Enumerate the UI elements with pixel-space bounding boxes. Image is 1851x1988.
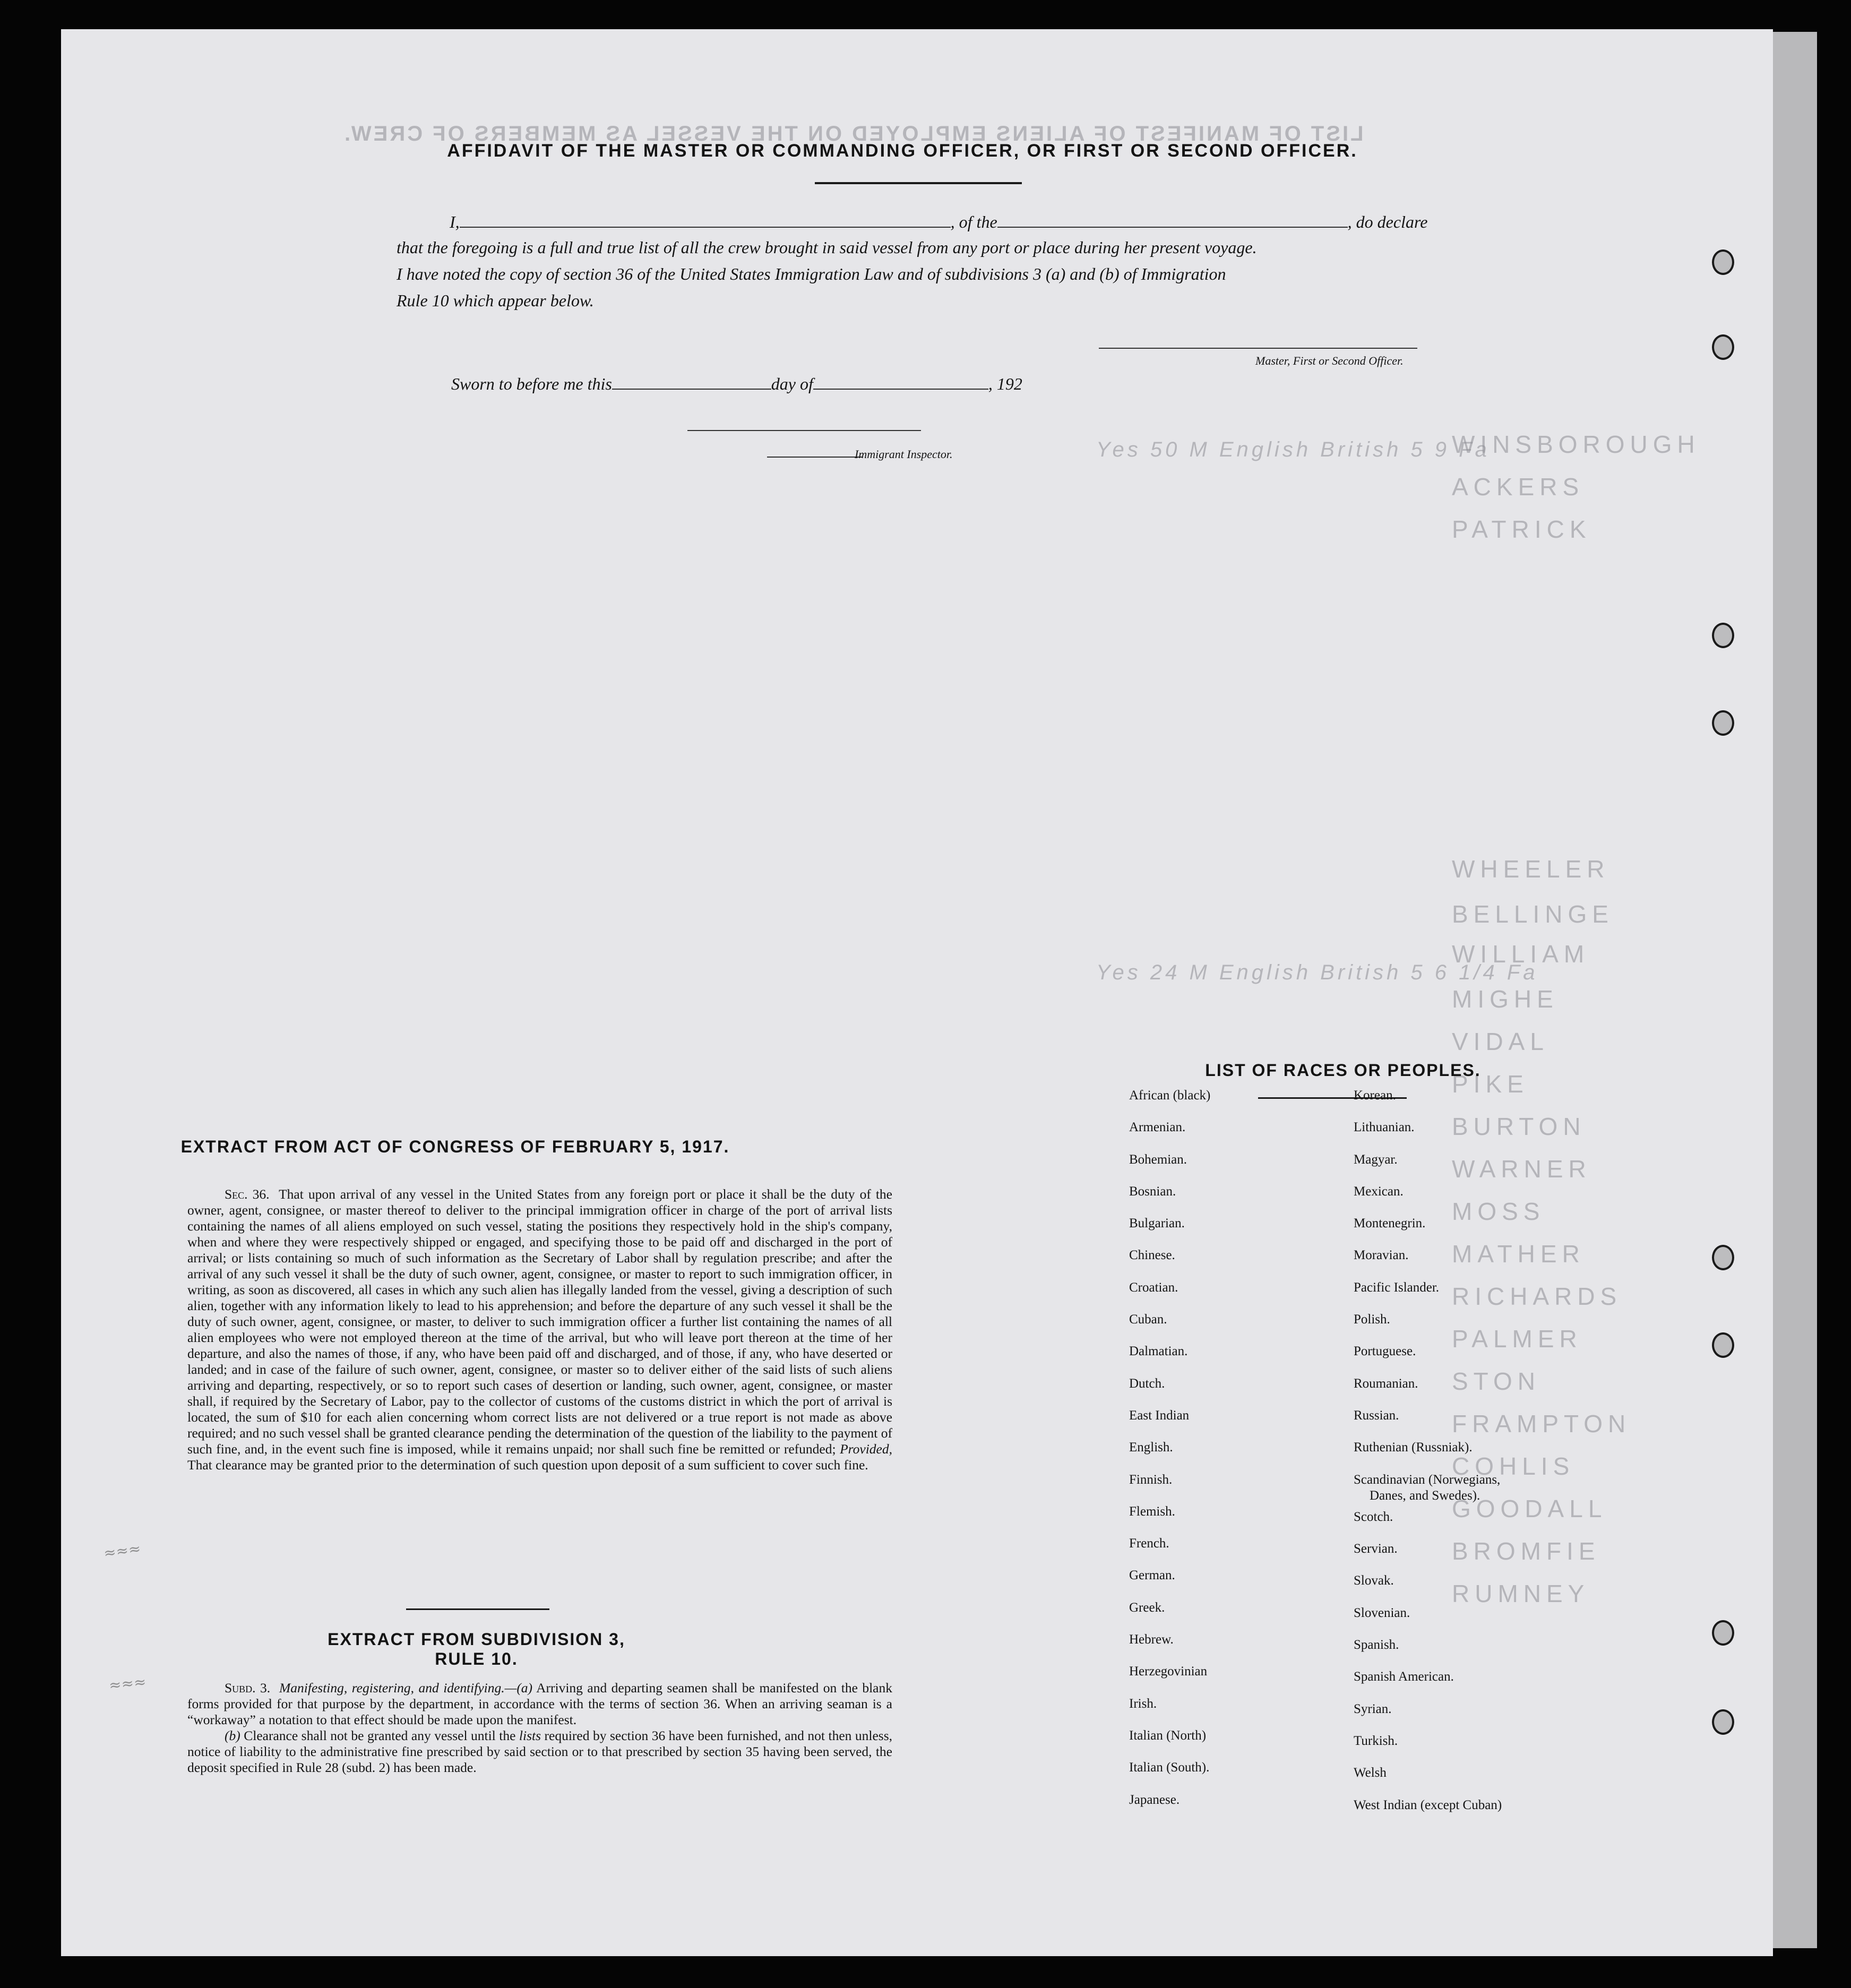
affidavit-title-rule xyxy=(815,182,1022,184)
race-left-item-3: Bosnian. xyxy=(1129,1184,1176,1199)
sworn-line xyxy=(451,374,1022,394)
bleed-name-6: MIGHE xyxy=(1452,985,1559,1013)
proviso-label: Provided, xyxy=(840,1441,892,1457)
bleed-name-7: VIDAL xyxy=(1452,1028,1549,1055)
race-left-item-19: Irish. xyxy=(1129,1696,1157,1711)
binder-hole-8 xyxy=(1712,1709,1734,1735)
race-left-item-9: Dutch. xyxy=(1129,1376,1165,1391)
bleed-name-3: WHEELER xyxy=(1452,855,1610,883)
race-left-item-22: Japanese. xyxy=(1129,1792,1180,1807)
bleed-name-0: WINSBOROUGH xyxy=(1452,431,1700,458)
subd-a-text: Arriving and departing seamen shall be manifested on the blank forms provided for that purpose by the department, in accordance with the terms of section 36. When an arriving seaman is a “workaway” a notation to that effect should be made upon the manifest. xyxy=(187,1680,892,1727)
race-left-item-8: Dalmatian. xyxy=(1129,1344,1188,1359)
race-left-item-16: Greek. xyxy=(1129,1600,1165,1615)
race-right-item-9: Roumanian. xyxy=(1354,1376,1418,1391)
name-blank[interactable] xyxy=(460,227,951,228)
binder-hole-4 xyxy=(1712,710,1734,736)
inspector-caption: Immigrant Inspector. xyxy=(855,447,953,461)
race-right-item-4: Montenegrin. xyxy=(1354,1216,1426,1231)
affidavit-line-4: Rule 10 which appear below. xyxy=(397,291,594,310)
bleed-name-5: WILLIAM xyxy=(1452,940,1590,968)
affidavit-i: I, xyxy=(450,212,460,231)
races-right-column xyxy=(1354,1088,1502,1830)
binder-hole-3 xyxy=(1712,623,1734,648)
bleed-name-20: RUMNEY xyxy=(1452,1580,1590,1607)
race-right-item-7: Polish. xyxy=(1354,1312,1390,1327)
race-left-item-11: English. xyxy=(1129,1440,1173,1455)
bleed-name-12: MATHER xyxy=(1452,1240,1585,1268)
binder-hole-2 xyxy=(1712,334,1734,360)
extract-rule-title: EXTRACT FROM SUBDIVISION 3, RULE 10. xyxy=(328,1630,625,1668)
race-left-item-18: Herzegovinian xyxy=(1129,1664,1208,1679)
proviso-text: That clearance may be granted prior to the determination of such question upon deposit of a sum sufficient to cover such fine. xyxy=(187,1457,868,1473)
subd-b-label: (b) xyxy=(225,1728,240,1743)
race-left-item-15: German. xyxy=(1129,1568,1175,1583)
race-right-item-20: Syrian. xyxy=(1354,1701,1392,1716)
sworn-day-blank[interactable] xyxy=(612,389,771,390)
master-signature-caption: Master, First or Second Officer. xyxy=(1255,354,1404,367)
binder-hole-5 xyxy=(1712,1245,1734,1270)
race-left-item-21: Italian (South). xyxy=(1129,1760,1210,1775)
races-title: LIST OF RACES OR PEOPLES. xyxy=(1205,1061,1481,1080)
race-right-item-17: Slovenian. xyxy=(1354,1605,1410,1620)
subd-b-lists: lists xyxy=(519,1728,541,1743)
race-left-item-0: African (black) xyxy=(1129,1088,1211,1103)
binder-hole-6 xyxy=(1712,1332,1734,1358)
subd-b-text-1: Clearance shall not be granted any vessel until the xyxy=(244,1728,516,1743)
race-right-item-12: Scandinavian (Norwegians, xyxy=(1354,1472,1501,1487)
race-left-item-4: Bulgarian. xyxy=(1129,1216,1185,1231)
race-right-item-10: Russian. xyxy=(1354,1408,1399,1423)
race-right-item-21: Turkish. xyxy=(1354,1733,1398,1748)
bleed-name-17: COHLIS xyxy=(1452,1452,1575,1480)
race-left-item-13: Flemish. xyxy=(1129,1504,1175,1519)
bleed-name-8: PIKE xyxy=(1452,1070,1529,1098)
binder-hole-1 xyxy=(1712,249,1734,275)
inspector-short-line xyxy=(767,457,863,458)
margin-handwriting-2: ≈≈≈ xyxy=(108,1673,147,1694)
race-right-item-8: Portuguese. xyxy=(1354,1344,1416,1359)
bleed-name-13: RICHARDS xyxy=(1452,1283,1622,1310)
race-right-item-3: Mexican. xyxy=(1354,1184,1404,1199)
race-right-item-1: Lithuanian. xyxy=(1354,1120,1415,1135)
subd-a-label: —(a) xyxy=(504,1680,533,1696)
race-left-item-10: East Indian xyxy=(1129,1408,1190,1423)
bleed-name-10: WARNER xyxy=(1452,1155,1591,1183)
race-right-item-6: Pacific Islander. xyxy=(1354,1280,1440,1295)
bleed-name-2: PATRICK xyxy=(1452,515,1591,543)
subd-title: Manifesting, registering, and identifying. xyxy=(279,1680,505,1696)
race-right-item-15: Servian. xyxy=(1354,1542,1398,1556)
race-left-item-1: Armenian. xyxy=(1129,1120,1186,1135)
day-of-label: day of xyxy=(771,374,813,393)
race-left-item-17: Hebrew. xyxy=(1129,1632,1174,1647)
extract-divider xyxy=(406,1608,549,1610)
race-right-item-13: Danes, and Swedes). xyxy=(1370,1488,1480,1503)
race-right-item-11: Ruthenian (Russniak). xyxy=(1354,1440,1473,1455)
bleed-through-header: LIST OF MANIFEST OF ALIENS EMPLOYED ON THE VESSEL AS MEMBERS OF CREW. xyxy=(342,122,1364,145)
race-right-item-19: Spanish American. xyxy=(1354,1669,1454,1684)
affidavit-line-2: that the foregoing is a full and true list of all the crew brought in said vessel from any port or place during her present voyage. xyxy=(397,238,1257,257)
race-left-item-14: French. xyxy=(1129,1536,1169,1551)
master-signature-line[interactable] xyxy=(1099,348,1417,349)
section-label: Sec. 36. xyxy=(225,1186,270,1202)
vessel-blank[interactable] xyxy=(997,227,1348,228)
bleed-through-line-2: Yes 24 M English British 5 6 1/4 Fa xyxy=(1096,961,1538,984)
margin-handwriting-1: ≈≈≈ xyxy=(102,1539,142,1562)
sworn-month-blank[interactable] xyxy=(813,389,988,390)
race-left-item-20: Italian (North) xyxy=(1129,1728,1207,1743)
binder-hole-7 xyxy=(1712,1620,1734,1646)
subd-label: Subd. 3. xyxy=(225,1680,271,1696)
race-right-item-18: Spanish. xyxy=(1354,1638,1399,1653)
year-label: , 192 xyxy=(988,374,1022,393)
bleed-name-16: FRAMPTON xyxy=(1452,1410,1631,1438)
bleed-name-4: BELLINGE xyxy=(1452,900,1614,928)
subd-b-paragraph xyxy=(187,1728,892,1776)
races-left-column xyxy=(1129,1088,1210,1825)
affidavit-of-the: , of the xyxy=(950,212,997,231)
race-right-item-23: West Indian (except Cuban) xyxy=(1354,1797,1502,1812)
document-page xyxy=(61,29,1773,1956)
bleed-through-line-1: Yes 50 M English British 5 9 Fa xyxy=(1096,438,1490,461)
section-36-text: That upon arrival of any vessel in the United States from any foreign port or place it shall be the duty of the owner, agent, consignee, or master thereof to deliver to the principal immigration officer in charge of the port of arrival lists containing the names of all aliens employed on such vessel, stating the positions they respectively hold in the ship's company, when and where they were respectively shipped or engaged, and specifying those to be paid off and discharged in the port of arrival; or lists containing so much of such information as the Secretary of Labor shall by regulation prescribe; and after the arrival of any such vessel it shall be the duty of such owner, agent, consignee, or master to report to such immigration officer, in writing, as soon as discovered, all cases in which any such alien has illegally landed from the vessel, giving a description of such alien, together with any information likely to lead to his apprehension; and before the departure of any such vessel it shall be the duty of such owner, agent, consignee, or master, to deliver to such immigration officer a further list containing the names of all alien employees who were not employed thereon at the time of the arrival, but who will leave port thereon at the time of her departure, and also the names of those, if any, who have been paid off and discharged, and of those, if any, who have deserted or landed; and in case of the failure of such owner, agent, consignee, or master so to deliver either of the said lists of such aliens arriving and departing, respectively, or so to report such cases of desertion or landing, such owner, agent, consignee, or master shall, if required by the Secretary of Labor, pay to the collector of customs of the customs district in which the port of arrival is located, the sum of $10 for each alien concerning whom correct lists are not delivered or a true report is not made as above required; and no such vessel shall be granted clearance pending the determination of the question of the liability to the payment of such fine, and, in the event such fine is imposed, while it remains unpaid; nor shall such fine be remitted or refunded; xyxy=(187,1186,892,1457)
race-left-item-12: Finnish. xyxy=(1129,1472,1173,1487)
extract-act-title: EXTRACT FROM ACT OF CONGRESS OF FEBRUARY 5, 1917. xyxy=(180,1137,730,1156)
race-right-item-0: Korean. xyxy=(1354,1088,1396,1103)
race-right-item-2: Magyar. xyxy=(1354,1152,1398,1167)
race-right-item-14: Scotch. xyxy=(1354,1509,1393,1524)
inspector-signature-line[interactable] xyxy=(687,430,921,431)
extract-act-body xyxy=(187,1186,892,1473)
race-left-item-2: Bohemian. xyxy=(1129,1152,1187,1167)
race-right-item-22: Welsh xyxy=(1354,1766,1387,1780)
bleed-name-11: MOSS xyxy=(1452,1198,1545,1225)
bleed-name-15: STON xyxy=(1452,1367,1540,1395)
race-right-item-16: Slovak. xyxy=(1354,1573,1394,1588)
bleed-name-14: PALMER xyxy=(1452,1325,1582,1353)
affidavit-title: AFFIDAVIT OF THE MASTER OR COMMANDING OFFICER, OR FIRST OR SECOND OFFICER. xyxy=(447,141,1358,161)
sworn-label: Sworn to before me this xyxy=(451,374,612,393)
race-left-item-7: Cuban. xyxy=(1129,1312,1167,1327)
extract-rule-body xyxy=(187,1680,892,1776)
race-left-item-5: Chinese. xyxy=(1129,1248,1175,1263)
subd-b-text-2: required by section 36 have been furnished, and not then unless, notice of liability to the administrative fine prescribed by said section or to that prescribed by section 35 having been served, the deposit specified in Rule 28 (subd. 2) has been made. xyxy=(187,1728,893,1775)
subd-a-paragraph xyxy=(187,1680,892,1728)
bleed-name-9: BURTON xyxy=(1452,1113,1586,1140)
bleed-name-1: ACKERS xyxy=(1452,473,1585,501)
affidavit-declare: , do declare xyxy=(1347,212,1428,231)
affidavit-line-1 xyxy=(450,212,1427,232)
bleed-name-18: GOODALL xyxy=(1452,1495,1607,1522)
race-left-item-6: Croatian. xyxy=(1129,1280,1178,1295)
bleed-name-19: BROMFIE xyxy=(1452,1537,1600,1565)
affidavit-line-3: I have noted the copy of section 36 of the United States Immigration Law and of subdivisions 3 (a) and (b) of Immigration xyxy=(397,264,1226,283)
race-right-item-5: Moravian. xyxy=(1354,1248,1409,1263)
